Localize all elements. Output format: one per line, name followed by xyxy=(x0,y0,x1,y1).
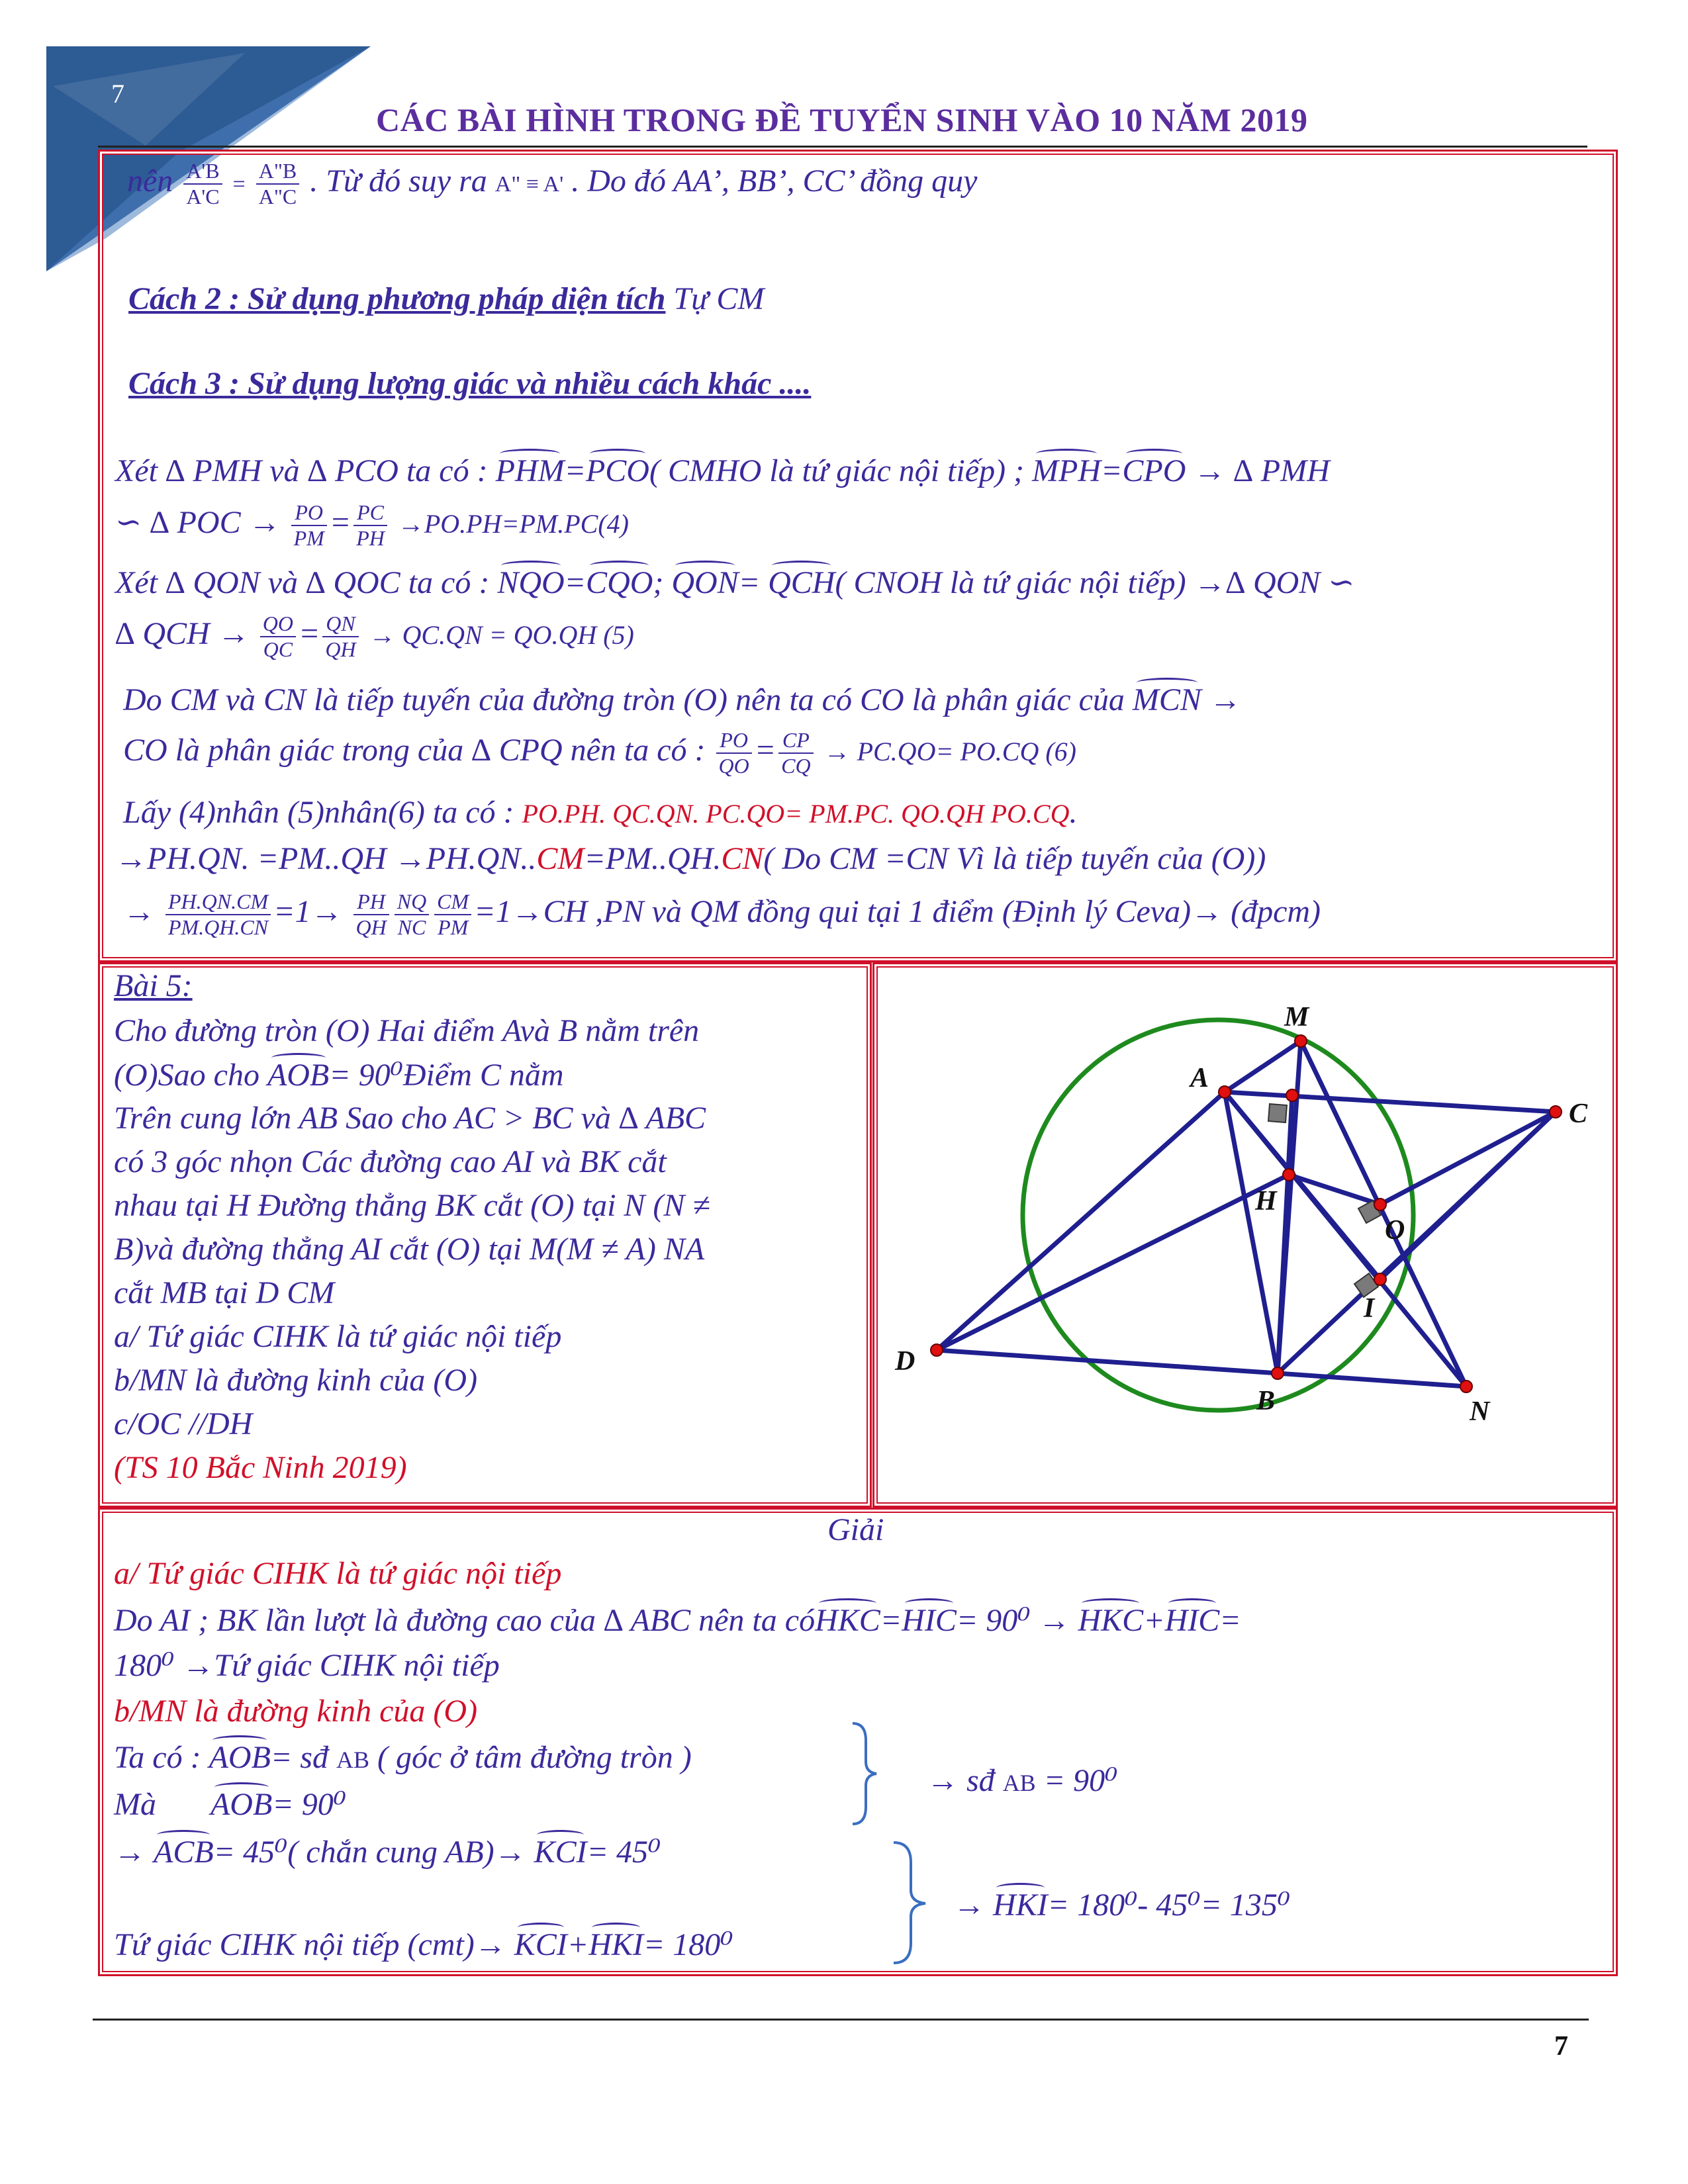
text: Ta có : xyxy=(114,1740,201,1775)
den: PM.QH.CN xyxy=(168,915,269,939)
angle-AOB: AOB xyxy=(209,1740,271,1775)
line-cach3 xyxy=(128,365,811,402)
corner-page-number: 7 xyxy=(111,79,124,109)
num: PH xyxy=(353,889,389,915)
point-I xyxy=(1374,1273,1386,1285)
text: = 180⁰ xyxy=(643,1927,733,1962)
text: → ∆ PMH xyxy=(1194,453,1330,488)
geometry-figure xyxy=(887,973,1602,1496)
text: Do CM và CN là tiếp tuyến của đường tròn (O) nên ta có CO là phân giác của xyxy=(123,682,1125,717)
text: nên xyxy=(127,163,173,199)
solution-a-line-2: 180⁰ →Tứ giác CIHK nội tiếp xyxy=(114,1648,500,1683)
angle-AOB: AOB xyxy=(267,1058,330,1093)
proof-line-4 xyxy=(115,612,634,662)
angle-NQO: NQO xyxy=(497,565,565,600)
line-conclusion xyxy=(127,159,977,209)
den: QH xyxy=(355,915,387,939)
text: →PH.QN. =PM..QH →PH.QN.. xyxy=(115,841,537,876)
text: ( góc ở tâm đường tròn ) xyxy=(377,1740,692,1775)
fraction xyxy=(778,728,813,778)
den: NC xyxy=(397,915,426,939)
segment-DA xyxy=(937,1092,1225,1350)
text: Do AI ; BK lần lượt là đường cao của ∆ ABC nên ta có xyxy=(114,1603,816,1638)
den: PM xyxy=(438,915,469,939)
point-B xyxy=(1272,1367,1284,1379)
text: ( CNOH là tứ giác nội tiếp) →∆ QON ∽ xyxy=(835,565,1355,600)
fraction xyxy=(353,889,389,940)
angle-QCH: QCH xyxy=(768,565,835,600)
proof-line-1 xyxy=(115,453,1330,489)
text: ; xyxy=(653,565,664,600)
text: =PM..QH. xyxy=(584,841,722,876)
problem-line-6: B)và đường thẳng AI cắt (O) tại M(M ≠ A) NA xyxy=(114,1232,705,1267)
text: = 90⁰Điểm C nằm xyxy=(329,1058,564,1093)
segment-CI xyxy=(1380,1112,1556,1279)
problem-line-4: có 3 góc nhọn Các đường cao AI và BK cắt xyxy=(114,1144,667,1179)
label-A: A xyxy=(1190,1063,1209,1093)
den: QH xyxy=(325,637,356,661)
text: + xyxy=(1143,1603,1165,1638)
fraction xyxy=(256,159,300,209)
text: = xyxy=(564,453,586,488)
footer-page-number: 7 xyxy=(1554,2031,1568,2062)
angle-PCO: PCO xyxy=(585,453,649,488)
text: = 180⁰- 45⁰= 135⁰ xyxy=(1047,1888,1291,1923)
highlight-cn: CN xyxy=(721,841,764,876)
num: A"B xyxy=(256,159,300,185)
angle-CQO: CQO xyxy=(586,565,653,600)
solution-b-result-2 xyxy=(953,1886,1290,1923)
text: A" ≡ A' xyxy=(494,172,564,197)
problem-line-8: a/ Tứ giác CIHK là tứ giác nội tiếp xyxy=(114,1319,562,1354)
proof-line-9 xyxy=(123,889,1321,940)
solution-b-line-1 xyxy=(114,1739,692,1776)
text: Tứ giác CIHK nội tiếp (cmt)→ xyxy=(114,1927,506,1962)
product-expression: PO.PH. QC.QN. PC.QO= PM.PC. QO.QH PO.CQ xyxy=(522,799,1070,829)
method-3-heading: Cách 3 : Sử dụng lượng giác và nhiều cách khác .... xyxy=(128,366,812,401)
text: = 90⁰ xyxy=(272,1787,346,1822)
method-2-heading: Cách 2 : Sử dụng phương pháp diện tích xyxy=(128,281,666,316)
solution-heading: Giải xyxy=(827,1512,884,1547)
text: → xyxy=(953,1888,985,1923)
fraction xyxy=(395,889,429,940)
point-A xyxy=(1219,1086,1231,1098)
fraction xyxy=(291,500,327,551)
angle-HIC: HIC xyxy=(902,1603,957,1638)
text: = xyxy=(738,565,761,600)
num: NQ xyxy=(395,889,429,915)
solution-b-result-1 xyxy=(927,1762,1117,1799)
problem-line-7: cắt MB tại D CM xyxy=(114,1275,335,1310)
text: = 90⁰ xyxy=(1043,1763,1118,1798)
text: ∽ ∆ POC → xyxy=(115,505,281,541)
angle-PHM: PHM xyxy=(495,453,565,488)
proof-line-7 xyxy=(123,794,1077,831)
text: →PO.PH=PM.PC(4) xyxy=(397,509,629,539)
brace-2 xyxy=(891,1840,931,1966)
solution-b-line-4 xyxy=(114,1926,733,1963)
angle-HIC: HIC xyxy=(1164,1603,1220,1638)
num: CM xyxy=(434,889,471,915)
arc-AB: AB xyxy=(336,1747,369,1773)
highlight-cm: CM xyxy=(536,841,585,876)
den: PM xyxy=(293,526,324,550)
solution-part-b-title: b/MN là đường kinh của (O) xyxy=(114,1694,478,1729)
angle-KCI: KCI xyxy=(514,1927,567,1962)
num: PO xyxy=(291,500,327,526)
segment-AM xyxy=(1225,1041,1301,1092)
fraction xyxy=(165,889,271,940)
problem-line-3: Trên cung lớn AB Sao cho AC > BC và ∆ ABC xyxy=(114,1101,706,1136)
text: → sđ xyxy=(927,1763,995,1798)
den: A"C xyxy=(258,185,297,208)
text: → xyxy=(114,1835,146,1870)
text: ( CMHO là tứ giác nội tiếp) ; xyxy=(649,453,1025,488)
text: Tự CM xyxy=(673,281,765,316)
solution-part-a-title: a/ Tứ giác CIHK là tứ giác nội tiếp xyxy=(114,1556,562,1591)
text: CO là phân giác trong của ∆ CPQ nên ta có : xyxy=(123,733,706,768)
problem-source: (TS 10 Bắc Ninh 2019) xyxy=(114,1450,407,1485)
text: = xyxy=(564,565,586,600)
segment-AB xyxy=(1225,1092,1278,1373)
text: + xyxy=(567,1927,589,1962)
text: ∆ QCH → xyxy=(115,616,250,652)
text: Lấy (4)nhân (5)nhân(6) ta có : xyxy=(123,795,514,830)
fraction xyxy=(183,159,222,209)
text: → xyxy=(123,894,155,930)
angle-HKC: HKC xyxy=(815,1603,880,1638)
fraction xyxy=(260,612,296,662)
label-H: H xyxy=(1255,1186,1277,1216)
segment-DH xyxy=(937,1175,1289,1350)
page-title: CÁC BÀI HÌNH TRONG ĐỀ TUYỂN SINH VÀO 10 NĂM 2019 xyxy=(376,101,1308,138)
segment-BN xyxy=(1278,1373,1466,1387)
text: Xét ∆ QON và ∆ QOC ta có : xyxy=(115,565,490,600)
point-C xyxy=(1550,1106,1562,1118)
point-K xyxy=(1286,1089,1298,1101)
text: → xyxy=(1209,682,1241,717)
num: QN xyxy=(322,612,358,637)
text: =1→ xyxy=(273,894,343,930)
text: = xyxy=(232,172,246,197)
text: Mà xyxy=(114,1787,156,1822)
proof-line-6 xyxy=(123,728,1076,778)
point-H xyxy=(1283,1169,1295,1181)
text: Xét ∆ PMH và ∆ PCO ta có : xyxy=(115,453,488,488)
segment-AI xyxy=(1225,1092,1380,1279)
angle-CPO: CPO xyxy=(1122,453,1186,488)
solution-b-line-3 xyxy=(114,1833,661,1870)
label-D: D xyxy=(895,1346,915,1377)
text: = 45⁰ xyxy=(586,1835,661,1870)
solution-a-line-1 xyxy=(114,1602,1241,1639)
point-D xyxy=(931,1344,943,1356)
point-N xyxy=(1460,1381,1472,1392)
solution-b-line-2 xyxy=(114,1786,346,1823)
fraction xyxy=(434,889,471,940)
fraction xyxy=(322,612,358,662)
problem-line-2 xyxy=(114,1056,564,1093)
line-cach2 xyxy=(128,281,764,317)
den: QC xyxy=(263,637,293,661)
problem-line-1: Cho đường tròn (O) Hai điểm Avà B nằm trên xyxy=(114,1013,700,1048)
text: = xyxy=(754,733,776,768)
fraction xyxy=(353,500,387,551)
den: CQ xyxy=(781,754,811,778)
den: QO xyxy=(718,754,749,778)
angle-HKC: HKC xyxy=(1078,1603,1144,1638)
num: A'B xyxy=(183,159,222,185)
text: = 90⁰ → xyxy=(956,1603,1070,1638)
text: = xyxy=(880,1603,902,1638)
text: = xyxy=(329,505,352,541)
point-M xyxy=(1295,1035,1307,1047)
angle-MCN: MCN xyxy=(1132,682,1201,717)
point-O xyxy=(1374,1199,1386,1210)
text: . xyxy=(1069,795,1078,830)
right-angle-K xyxy=(1268,1104,1287,1122)
label-B: B xyxy=(1256,1386,1276,1416)
text: → PC.QO= PO.CQ (6) xyxy=(823,737,1076,767)
text: . Từ đó suy ra xyxy=(310,163,487,199)
problem-line-9: b/MN là đường kinh của (O) xyxy=(114,1363,478,1398)
problem-line-10: c/OC //DH xyxy=(114,1406,253,1441)
angle-QON: QON xyxy=(671,565,739,600)
text: (O)Sao cho xyxy=(114,1058,259,1093)
num: PH.QN.CM xyxy=(165,889,271,915)
problem-title: Bài 5: xyxy=(114,968,193,1003)
proof-line-3 xyxy=(115,564,1355,601)
num: PO xyxy=(716,728,752,754)
label-O: O xyxy=(1385,1215,1405,1246)
angle-KCI: KCI xyxy=(534,1835,587,1870)
title-rule xyxy=(98,146,1587,148)
arc-AB: AB xyxy=(1002,1770,1036,1796)
text: = sđ xyxy=(270,1740,328,1775)
segment-BK xyxy=(1278,1095,1292,1373)
fraction xyxy=(716,728,752,778)
num: PC xyxy=(353,500,387,526)
den: PH xyxy=(356,526,385,550)
num: QO xyxy=(260,612,296,637)
label-C: C xyxy=(1569,1099,1588,1129)
angle-AOB: AOB xyxy=(210,1787,273,1822)
text: → QC.QN = QO.QH (5) xyxy=(369,620,634,651)
text: = xyxy=(1219,1603,1241,1638)
segment-DB xyxy=(937,1350,1278,1373)
text: = 45⁰( chắn cung AB)→ xyxy=(213,1835,526,1870)
text: = xyxy=(1101,453,1123,488)
angle-ACB: ACB xyxy=(154,1835,214,1870)
text: . Do đó AA’, BB’, CC’ đồng quy xyxy=(571,163,978,199)
brace-1 xyxy=(849,1721,882,1827)
den: A'C xyxy=(186,185,220,208)
num: CP xyxy=(778,728,813,754)
problem-line-5: nhau tại H Đường thẳng BK cắt (O) tại N (N ≠ xyxy=(114,1188,710,1223)
text: ( Do CM =CN Vì là tiếp tuyến của (O)) xyxy=(763,841,1266,876)
footer-rule xyxy=(93,2019,1589,2021)
angle-HKI: HKI xyxy=(993,1888,1048,1923)
proof-line-8 xyxy=(115,841,1266,877)
text: =1→CH ,PN và QM đồng qui tại 1 điểm (Định lý Ceva)→ (đpcm) xyxy=(474,894,1321,930)
proof-line-2 xyxy=(115,500,629,551)
circle-O xyxy=(1023,1020,1413,1410)
angle-MPH: MPH xyxy=(1032,453,1102,488)
label-M: M xyxy=(1284,1002,1309,1032)
label-I: I xyxy=(1364,1293,1375,1324)
text: = xyxy=(298,616,320,652)
label-N: N xyxy=(1470,1396,1490,1427)
angle-HKI: HKI xyxy=(588,1927,643,1962)
proof-line-5 xyxy=(123,682,1241,718)
